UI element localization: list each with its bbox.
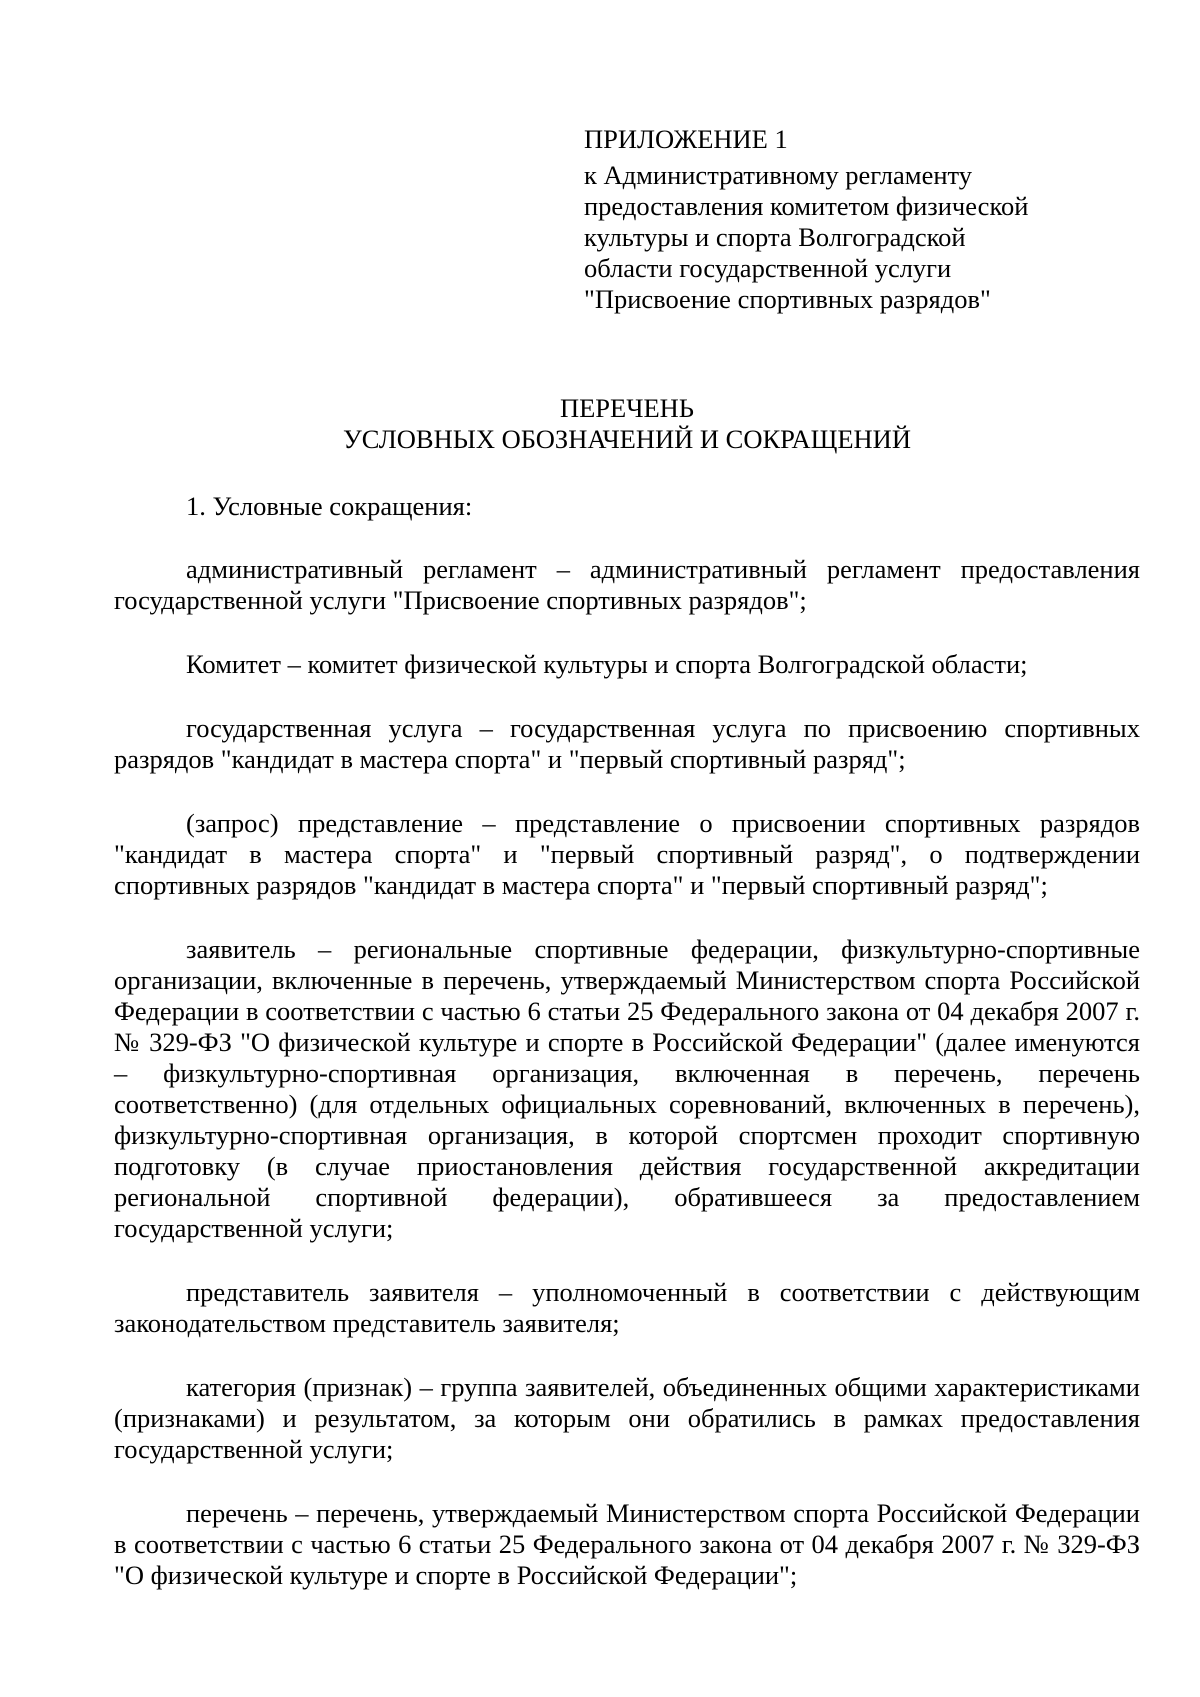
appendix-line: области государственной услуги xyxy=(584,253,952,283)
heading-line-2: УСЛОВНЫХ ОБОЗНАЧЕНИЙ И СОКРАЩЕНИЙ xyxy=(343,424,911,454)
appendix-line: культуры и спорта Волгоградской xyxy=(584,222,966,252)
definition-committee: Комитет – комитет физической культуры и спорта Волгоградской области; xyxy=(186,649,1028,679)
definition-applicant-representative: представитель заявителя – уполномоченный в соответствии с действующим законодательством представитель заявителя; xyxy=(114,1277,1140,1338)
definition-applicant: заявитель – региональные спортивные федерации, физкультурно-спортивные организации, включенные в перечень, утверждаемый Министерством спорта Российской Федерации в соответствии с частью 6 статьи 25 Федерального закона от 04 декабря 2007 г. № 329-ФЗ "О физической культуре и спорте в Российской Федерации" (далее именуются – физкультурно-спортивная организация, включенная в перечень, перечень соответственно) (для отдельных официальных соревнований, включенных в перечень), физкультурно-спортивная организация, в которой спортсмен проходит спортивную подготовку (в случае приостановления действия государственной аккредитации региональной спортивной федерации), обратившееся за предоставлением государственной услуги; xyxy=(114,934,1140,1243)
appendix-line: "Присвоение спортивных разрядов" xyxy=(584,284,991,314)
definition-request: (запрос) представление – представление о присвоении спортивных разрядов "кандидат в мастера спорта" и "первый спортивный разряд", о подтверждении спортивных разрядов "кандидат в мастера спорта" и "первый спортивный разряд"; xyxy=(114,808,1140,900)
heading-line-1: ПЕРЕЧЕНЬ xyxy=(559,393,694,423)
section-title: 1. Условные сокращения: xyxy=(186,491,473,521)
appendix-block xyxy=(584,124,1104,315)
appendix-title: ПРИЛОЖЕНИЕ 1 xyxy=(584,124,788,154)
document-heading xyxy=(114,393,1140,455)
document-body xyxy=(114,491,1140,1624)
definition-state-service: государственная услуга – государственная услуга по присвоению спортивных разрядов "кандидат в мастера спорта" и "первый спортивный разряд"; xyxy=(114,713,1140,774)
definition-list: перечень – перечень, утверждаемый Министерством спорта Российской Федерации в соответствии с частью 6 статьи 25 Федерального закона от 04 декабря 2007 г. № 329-ФЗ "О физической культуре и спорте в Российской Федерации"; xyxy=(114,1498,1140,1590)
definition-administrative-regulation: административный регламент – административный регламент предоставления государственной услуги "Присвоение спортивных разрядов"; xyxy=(114,554,1140,615)
definition-category: категория (признак) – группа заявителей, объединенных общими характеристиками (признаками) и результатом, за которым они обратились в рамках предоставления государственной услуги; xyxy=(114,1372,1140,1464)
appendix-line: предоставления комитетом физической xyxy=(584,191,1029,221)
appendix-line: к Административному регламенту xyxy=(584,160,972,190)
